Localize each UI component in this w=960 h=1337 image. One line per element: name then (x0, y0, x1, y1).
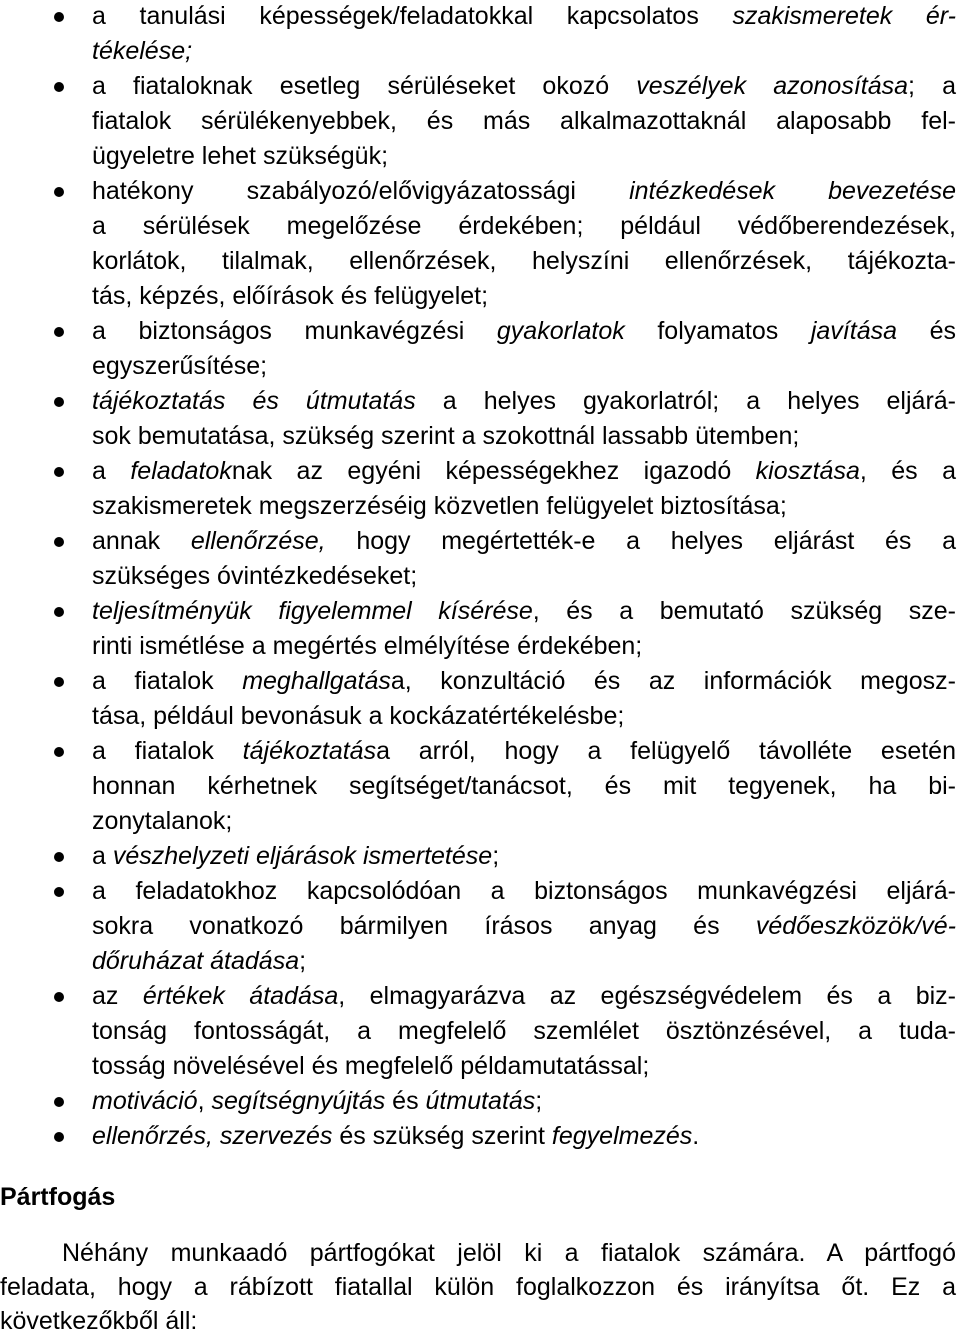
italic-text: szakismeretek ér- (732, 2, 956, 30)
bullet-dot-icon (54, 747, 64, 757)
text-run: korlátok, tilalmak, ellenőrzések, helyszíni ellenőrzések, tájékozta- (92, 247, 956, 275)
bullet-line (92, 769, 956, 804)
body-paragraph (0, 1236, 956, 1337)
bullet-line (92, 699, 956, 734)
bullet-line (92, 384, 956, 419)
text-run: folyamatos (624, 317, 811, 345)
text-run: ; a (908, 72, 957, 100)
italic-text: javítása (810, 317, 898, 345)
italic-text: ellenőrzés, szervezés (92, 1122, 333, 1150)
bullet-line (92, 804, 956, 839)
text-run: ügyeletre lehet szükségük; (92, 142, 389, 170)
bullet-line (92, 314, 956, 349)
italic-text: dőruházat átadása (92, 947, 300, 975)
bullet-line (92, 209, 956, 244)
paragraph-line: feladata, hogy a rábízott fiatallal külön foglalkozzon és irányítsa őt. Ez a (0, 1273, 956, 1301)
italic-text: értékek átadása (142, 982, 339, 1010)
bullet-line (92, 0, 956, 34)
text-run: a (92, 457, 131, 485)
italic-text: intézkedések bevezetése (629, 177, 956, 205)
bullet-item (0, 839, 960, 874)
italic-text: tájékoztatás (242, 737, 377, 765)
paragraph-line: Néhány munkaadó pártfogókat jelöl ki a fiatalok számára. A pártfogó (62, 1239, 956, 1267)
text-run: szükséges óvintézkedéseket; (92, 562, 418, 590)
bullet-item (0, 454, 960, 524)
bullet-line (92, 1084, 956, 1119)
text-run: hatékony szabályozó/elővigyázatossági (92, 177, 630, 205)
bullet-dot-icon (54, 852, 64, 862)
text-run: ; (492, 842, 500, 870)
italic-text: tájékoztatás és útmutatás (92, 387, 416, 415)
bullet-item (0, 1084, 960, 1119)
bullet-line (92, 454, 956, 489)
text-run: az (92, 982, 143, 1010)
bullet-dot-icon (54, 1132, 64, 1142)
text-run: fiatalok sérülékenyebbek, és más alkalmazottaknál alaposabb fel- (92, 107, 956, 135)
bullet-item (0, 979, 960, 1084)
text-run: és (897, 317, 957, 345)
text-run: és szükség szerint (332, 1122, 552, 1150)
italic-text: tékelése; (92, 37, 193, 65)
text-run: , és a bemutató szükség sze- (532, 597, 956, 625)
text-run: a, konzultáció és az információk megosz- (390, 667, 956, 695)
text-run: sok bemutatása, szükség szerint a szokottnál lassabb ütemben; (92, 422, 800, 450)
bullet-item (0, 1119, 960, 1154)
italic-text: ellenőrzése, (190, 527, 326, 555)
italic-text: vészhelyzeti eljárások ismertetése (112, 842, 493, 870)
text-run: a (92, 842, 113, 870)
bullet-dot-icon (54, 12, 64, 22)
italic-text: gyakorlatok (496, 317, 625, 345)
bullet-line (92, 559, 956, 594)
bullet-dot-icon (54, 1097, 64, 1107)
bullet-line (92, 594, 956, 629)
bullet-line (92, 1119, 956, 1154)
italic-text: motiváció (92, 1087, 198, 1115)
bullet-item (0, 524, 960, 594)
text-run: és (385, 1087, 426, 1115)
bullet-dot-icon (54, 82, 64, 92)
bullet-line (92, 244, 956, 279)
bullet-dot-icon (54, 537, 64, 547)
italic-text: fegyelmezés (551, 1122, 693, 1150)
bullet-item (0, 69, 960, 174)
text-run: tonság fontosságát, a megfelelő szemlélet ösztönzésével, a tuda- (92, 1017, 956, 1045)
bullet-line (92, 524, 956, 559)
text-run: egyszerűsítése; (92, 352, 268, 380)
bullet-item (0, 384, 960, 454)
bullet-item (0, 0, 960, 69)
text-run: , (197, 1087, 212, 1115)
bullet-line (92, 734, 956, 769)
bullet-item (0, 314, 960, 384)
bullet-line (92, 279, 956, 314)
bullet-line (92, 349, 956, 384)
bullet-dot-icon (54, 187, 64, 197)
bullet-dot-icon (54, 607, 64, 617)
bullet-line (92, 1014, 956, 1049)
bullet-dot-icon (54, 327, 64, 337)
text-run: szakismeretek megszerzéséig közvetlen felügyelet biztosítása; (92, 492, 787, 520)
bullet-item (0, 594, 960, 664)
italic-text: védőeszközök/vé- (755, 912, 956, 940)
italic-text: meghallgatás (242, 667, 391, 695)
section-heading: Pártfogás (0, 1183, 116, 1211)
bullet-line (92, 174, 956, 209)
bullet-line (92, 664, 956, 699)
paragraph-line: következőkből áll: (0, 1307, 198, 1335)
italic-text: kiosztása (755, 457, 860, 485)
text-run: a sérülések megelőzése érdekében; például védőberendezések, (92, 212, 956, 240)
text-run: a helyes gyakorlatról; a helyes eljárá- (415, 387, 957, 415)
italic-text: veszélyek azonosítása (636, 72, 909, 100)
bullet-line (92, 909, 956, 944)
text-run: a fiatalok (92, 667, 243, 695)
text-run: tosság növelésével és megfelelő példamutatással; (92, 1052, 650, 1080)
text-run: a tanulási képességek/feladatokkal kapcsolatos (92, 2, 733, 30)
bullet-line (92, 139, 956, 174)
bullet-line (92, 979, 956, 1014)
bullet-line (92, 419, 956, 454)
text-run: nak az egyéni képességekhez igazodó (231, 457, 756, 485)
text-run: sokra vonatkozó bármilyen írásos anyag és (92, 912, 756, 940)
text-run: zonytalanok; (92, 807, 233, 835)
bullet-dot-icon (54, 992, 64, 1002)
bullet-dot-icon (54, 467, 64, 477)
bullet-item (0, 174, 960, 314)
italic-text: útmutatás (425, 1087, 536, 1115)
text-run: ; (299, 947, 307, 975)
text-run: honnan kérhetnek segítséget/tanácsot, és mit tegyenek, ha bi- (92, 772, 956, 800)
text-run: a feladatokhoz kapcsolódóan a biztonságos munkavégzési eljárá- (92, 877, 956, 905)
bullet-item (0, 664, 960, 734)
bullet-line (92, 489, 956, 524)
bullet-line (92, 1049, 956, 1084)
bullet-line (92, 944, 956, 979)
text-run: a biztonságos munkavégzési (92, 317, 497, 345)
text-run: a fiataloknak esetleg sérüléseket okozó (92, 72, 637, 100)
text-run: , és a (859, 457, 956, 485)
text-run: rinti ismétlése a megértés elmélyítése érdekében; (92, 632, 643, 660)
text-run: a fiatalok (92, 737, 243, 765)
text-run: tás, képzés, előírások és felügyelet; (92, 282, 489, 310)
bullet-dot-icon (54, 397, 64, 407)
bullet-line (92, 34, 956, 69)
italic-text: teljesítményük figyelemmel kísérése (92, 597, 533, 625)
text-run: ; (535, 1087, 543, 1115)
italic-text: segítségnyújtás (211, 1087, 386, 1115)
bullet-dot-icon (54, 887, 64, 897)
text-run: . (692, 1122, 700, 1150)
bullet-dot-icon (54, 677, 64, 687)
italic-text: feladatok (130, 457, 232, 485)
bullet-line (92, 874, 956, 909)
text-run: a arról, hogy a felügyelő távolléte esetén (376, 737, 956, 765)
text-run: annak (92, 527, 191, 555)
text-run: hogy megértették-e a helyes eljárást és a (325, 527, 956, 555)
bullet-line (92, 839, 956, 874)
bullet-line (92, 69, 956, 104)
text-run: tása, például bevonásuk a kockázatértékelésbe; (92, 702, 625, 730)
bullet-item (0, 874, 960, 979)
bullet-item (0, 734, 960, 839)
text-run: , elmagyarázva az egészségvédelem és a biz- (338, 982, 956, 1010)
bullet-line (92, 104, 956, 139)
bullet-line (92, 629, 956, 664)
